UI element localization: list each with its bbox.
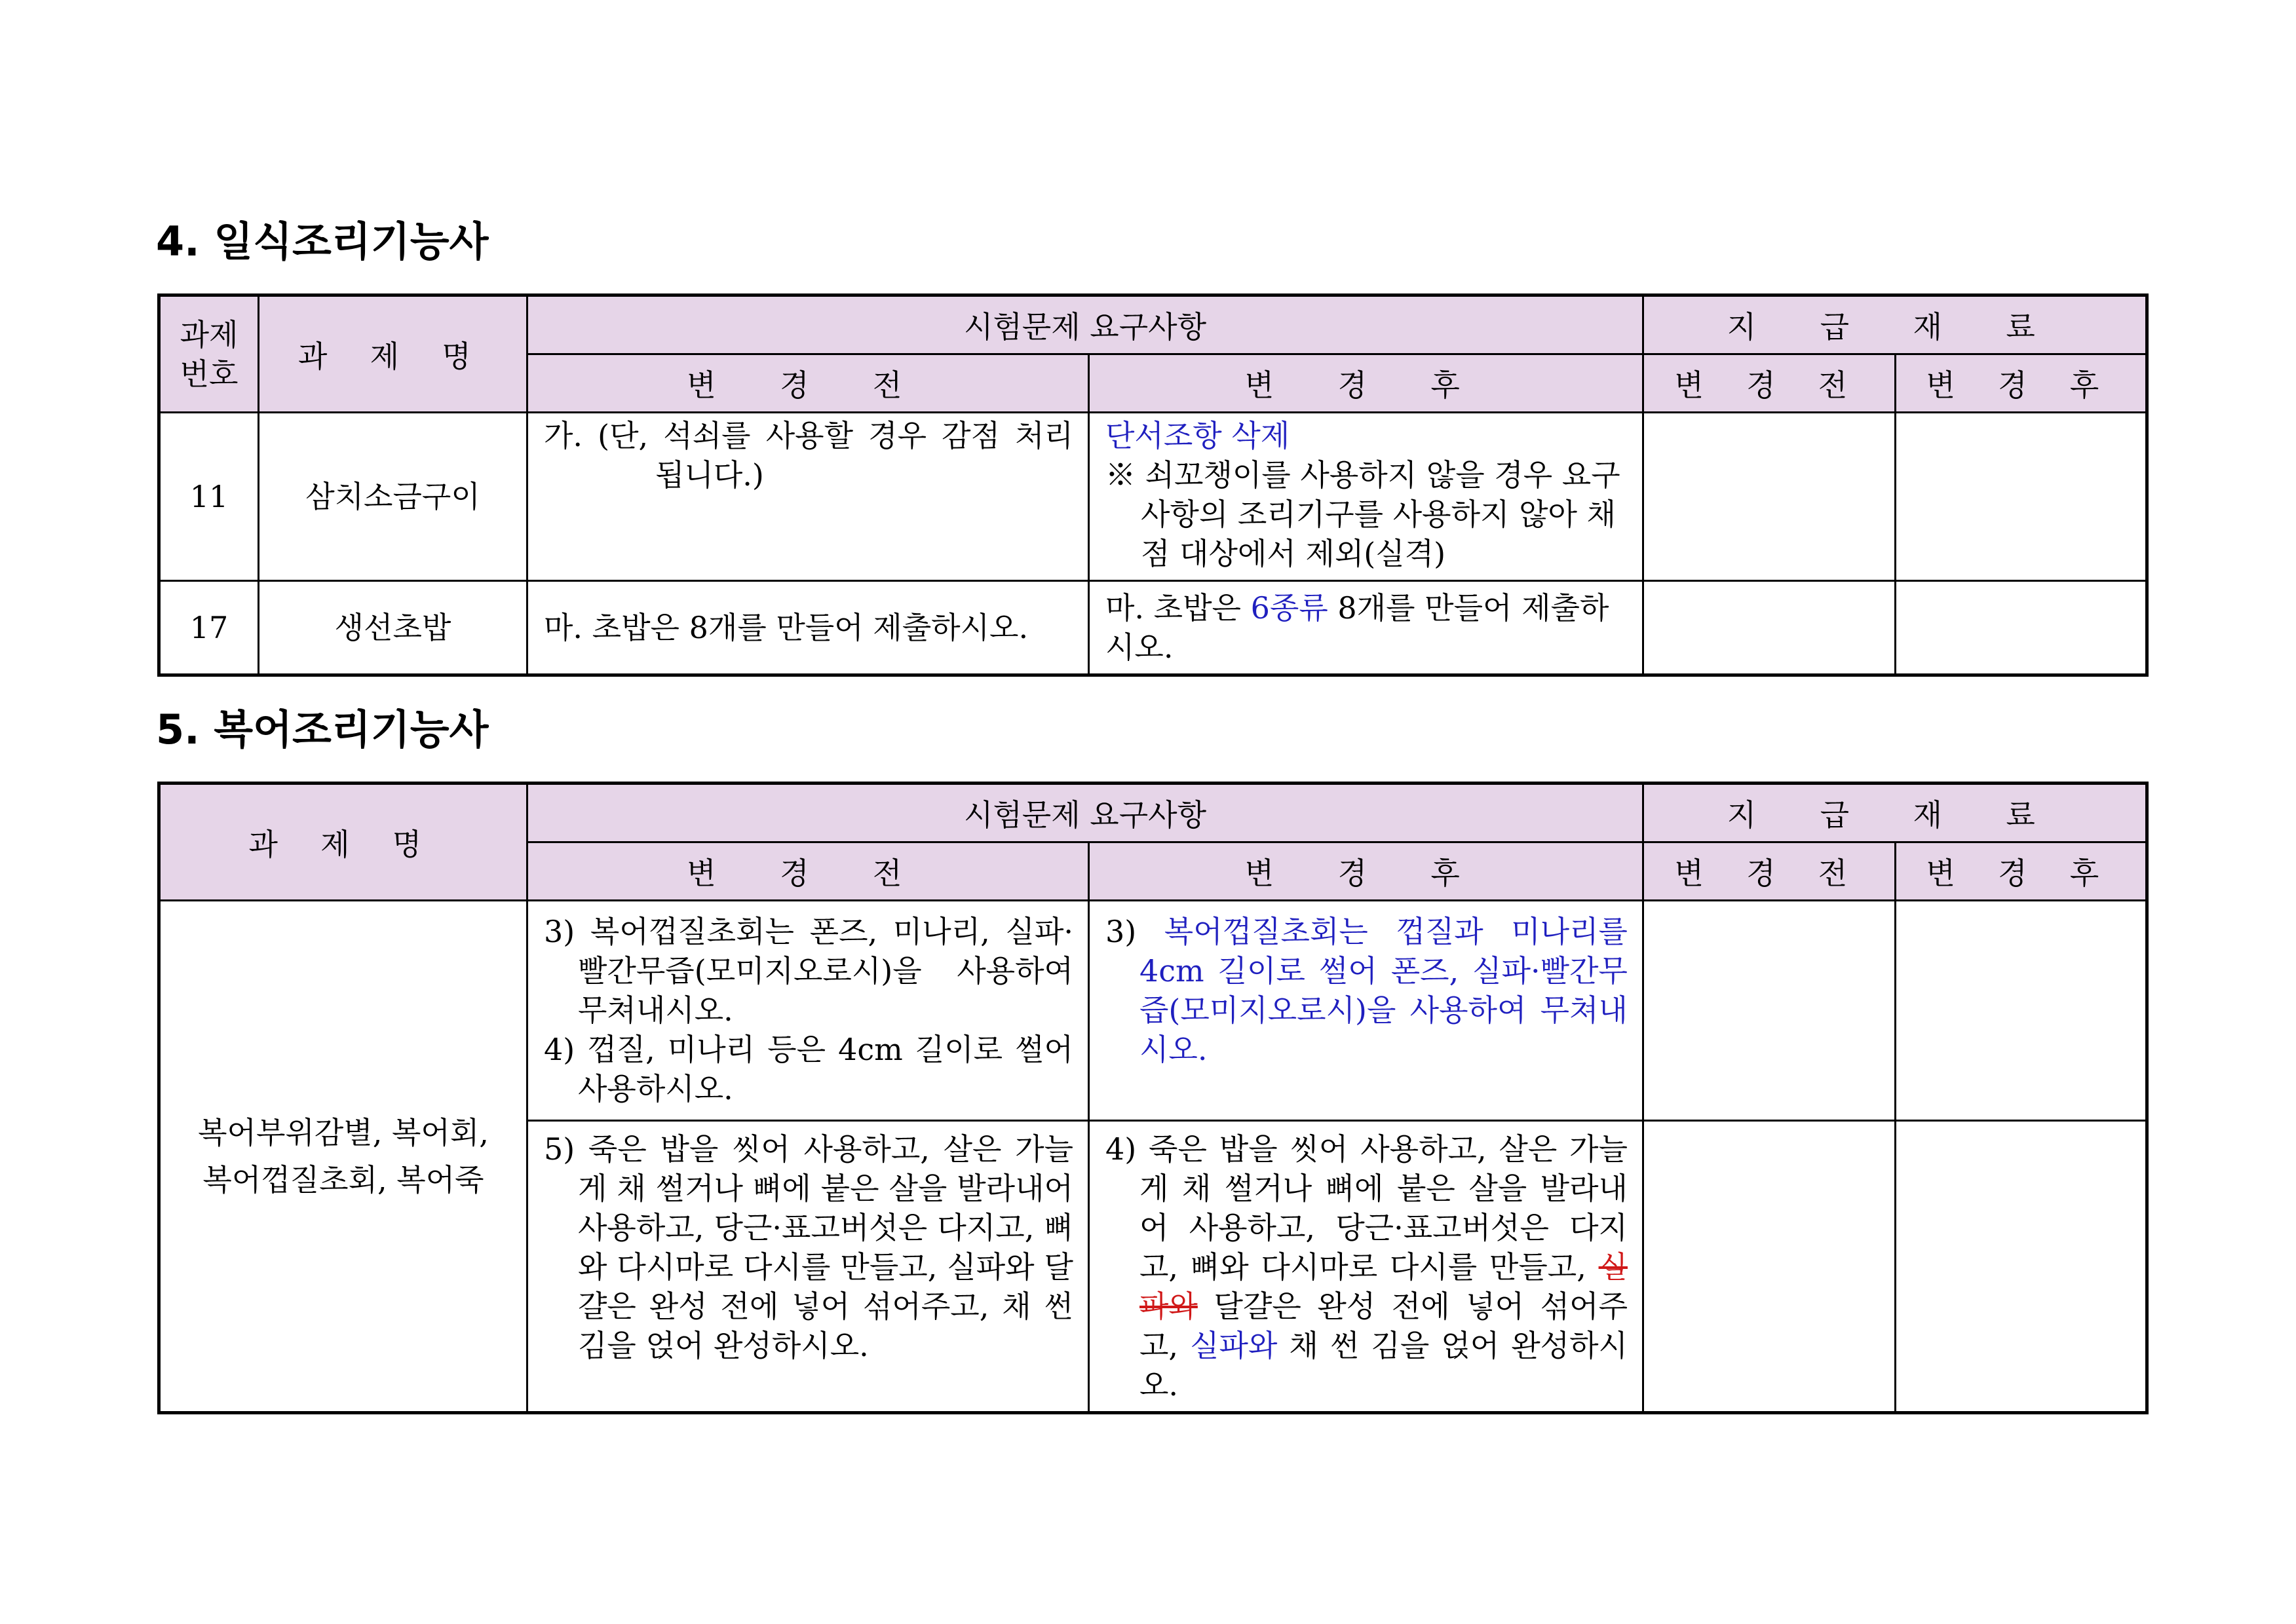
requirement-after-part-3: 채 썬 김을 얹어 완성하시오. [1139,1328,1628,1403]
requirement-after-highlight: 6종류 [1250,590,1328,626]
requirement-after-warning: ※ 쇠꼬챙이를 사용하지 않을 경우 요구사항의 조리기구를 사용하지 않아 채점 대상에서 제외(실격) [1105,457,1620,571]
requirement-after [1089,413,1643,581]
requirement-after-added-text: 실파와 [1190,1328,1278,1363]
requirement-after-deletion-note: 단서조항 삭제 [1105,418,1290,453]
header-before: 변 경 전 [527,354,1089,413]
requirement-before-item-4: 4) 껍질, 미나리 등은 4cm 길이로 썰어 사용하시오. [544,1032,1073,1106]
requirement-before-item-3: 3) 복어껍질초회는 폰즈, 미나리, 실파·빨간무즙(모미지오로시)을 사용하여 무쳐내시오. [544,914,1073,1028]
task-number: 17 [159,581,259,675]
requirement-after-number: 3) [1105,914,1164,949]
materials-after-cell [1896,1121,2147,1413]
requirement-after-item-3 [1105,912,1628,1069]
requirement-after-deleted-text: 실파와 [1139,1249,1628,1324]
requirement-after-prefix: 마. 초밥은 [1105,590,1251,626]
requirement-after-part-1: 4) 죽은 밥을 씻어 사용하고, 살은 가늘게 채 썰거나 뼈에 붙은 살을 발라내어 사용하고, 당근·표고버섯은 다지고, 뼈와 다시마로 다시를 만들고, [1105,1131,1628,1285]
task-name: 삼치소금구이 [259,413,527,581]
header-materials: 지 급 재 료 [1643,784,2147,842]
task-name-text: 복어부위감별, 복어회, 복어껍질초회, 복어죽 [198,1115,489,1198]
header-requirements: 시험문제 요구사항 [527,295,1643,354]
materials-before-cell [1643,901,1896,1121]
requirement-after-suffix: 8개를 만들어 제출하시오. [1105,590,1609,665]
task-name: 생선초밥 [259,581,527,675]
header-materials-after: 변 경 후 [1896,354,2147,413]
header-materials-after: 변 경 후 [1896,842,2147,901]
requirement-after-changed-text: 복어껍질초회는 껍질과 미나리를 4cm 길이로 썰어 폰즈, 실파·빨간무즙(모미지오로시)을 사용하여 무쳐내시오. [1139,914,1628,1067]
header-task-name: 과 제 명 [159,784,527,901]
header-task-no: 과제 번호 [159,295,259,413]
requirement-after [1089,901,1643,1121]
requirement-before-text: 가. (단, 석쇠를 사용할 경우 감점 처리 됩니다.) [544,418,1073,493]
header-materials-before: 변 경 전 [1643,842,1896,901]
header-before: 변 경 전 [527,842,1089,901]
header-requirements: 시험문제 요구사항 [527,784,1643,842]
header-materials: 지 급 재 료 [1643,295,2147,354]
header-after: 변 경 후 [1089,842,1643,901]
requirement-before [527,1121,1089,1413]
requirement-before: 마. 초밥은 8개를 만들어 제출하시오. [527,581,1089,675]
requirement-after [1089,1121,1643,1413]
materials-after-cell [1896,413,2147,581]
materials-after-cell [1896,901,2147,1121]
requirement-after [1089,581,1643,675]
requirement-before [527,901,1089,1121]
task-number: 11 [159,413,259,581]
materials-before-cell [1643,1121,1896,1413]
materials-before-cell [1643,413,1896,581]
japanese-cooking-changes-table [157,293,2149,677]
task-name [159,901,527,1413]
materials-after-cell [1896,581,2147,675]
blowfish-cooking-changes-table [157,782,2149,1414]
section-title-blowfish-cooking: 5. 복어조리기능사 [156,706,489,753]
requirement-before-item-5: 5) 죽은 밥을 씻어 사용하고, 살은 가늘게 채 썰거나 뼈에 붙은 살을 발라내어 사용하고, 당근·표고버섯은 다지고, 뼈와 다시마로 다시를 만들고, 실파와 달걀은 완성 전에 넣어 섞어주고, 채 썬 김을 얹어 완성하시오. [544,1131,1073,1363]
section-title-japanese-cooking: 4. 일식조리기능사 [156,217,489,265]
materials-before-cell [1643,581,1896,675]
requirement-before [527,413,1089,581]
header-after: 변 경 후 [1089,354,1643,413]
requirement-after-part-2: 달걀은 완성 전에 넣어 섞어주고, [1139,1289,1628,1363]
header-materials-before: 변 경 전 [1643,354,1896,413]
header-task-name: 과 제 명 [259,295,527,413]
requirement-after-item-4 [1105,1129,1628,1405]
